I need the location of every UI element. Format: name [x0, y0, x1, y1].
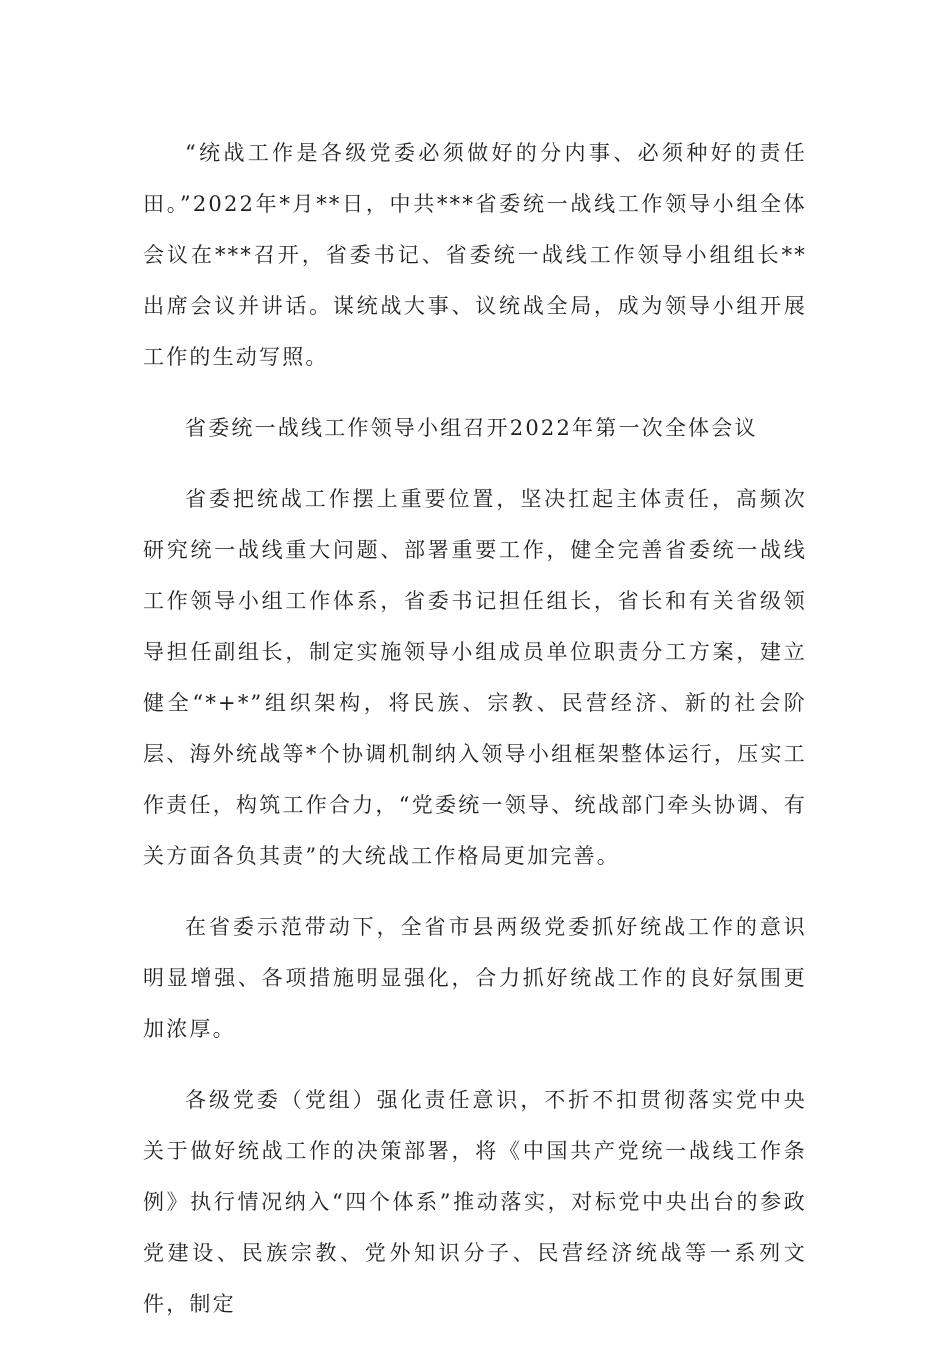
paragraph-responsibility: 各级党委（党组）强化责任意识，不折不扣贯彻落实党中央关于做好统战工作的决策部署，将《中国共产党统一战线工作条例》执行情况纳入“四个体系”推动落实，对标党中央出台的参政党建设、民族宗教、党外知识分子、民营经济统战等一系列文件，制定	[143, 1088, 807, 1316]
document-body	[143, 128, 807, 1350]
paragraph-provincial-committee: 省委把统战工作摆上重要位置，坚决扛起主体责任，高频次研究统一战线重大问题、部署重要工作，健全完善省委统一战线工作领导小组工作体系，省委书记担任组长，省长和有关省级领导担任副组长，制定实施领导小组成员单位职责分工方案，建立健全“*+*”组织架构，将民族、宗教、民营经济、新的社会阶层、海外统战等*个协调机制纳入领导小组框架整体运行，压实工作责任，构筑工作合力，“党委统一领导、统战部门牵头协调、有关方面各负其责”的大统战工作格局更加完善。	[143, 487, 807, 868]
photo-caption: 省委统一战线工作领导小组召开2022年第一次全体会议	[185, 416, 758, 440]
paragraph-demonstration: 在省委示范带动下，全省市县两级党委抓好统战工作的意识明显增强、各项措施明显强化，合力抓好统战工作的良好氛围更加浓厚。	[143, 915, 807, 1041]
paragraph-intro: “统战工作是各级党委必须做好的分内事、必须种好的责任田。”2022年*月**日，中共***省委统一战线工作领导小组全体会议在***召开，省委书记、省委统一战线工作领导小组组长**出席会议并讲话。谋统战大事、议统战全局，成为领导小组开展工作的生动写照。	[143, 141, 807, 369]
